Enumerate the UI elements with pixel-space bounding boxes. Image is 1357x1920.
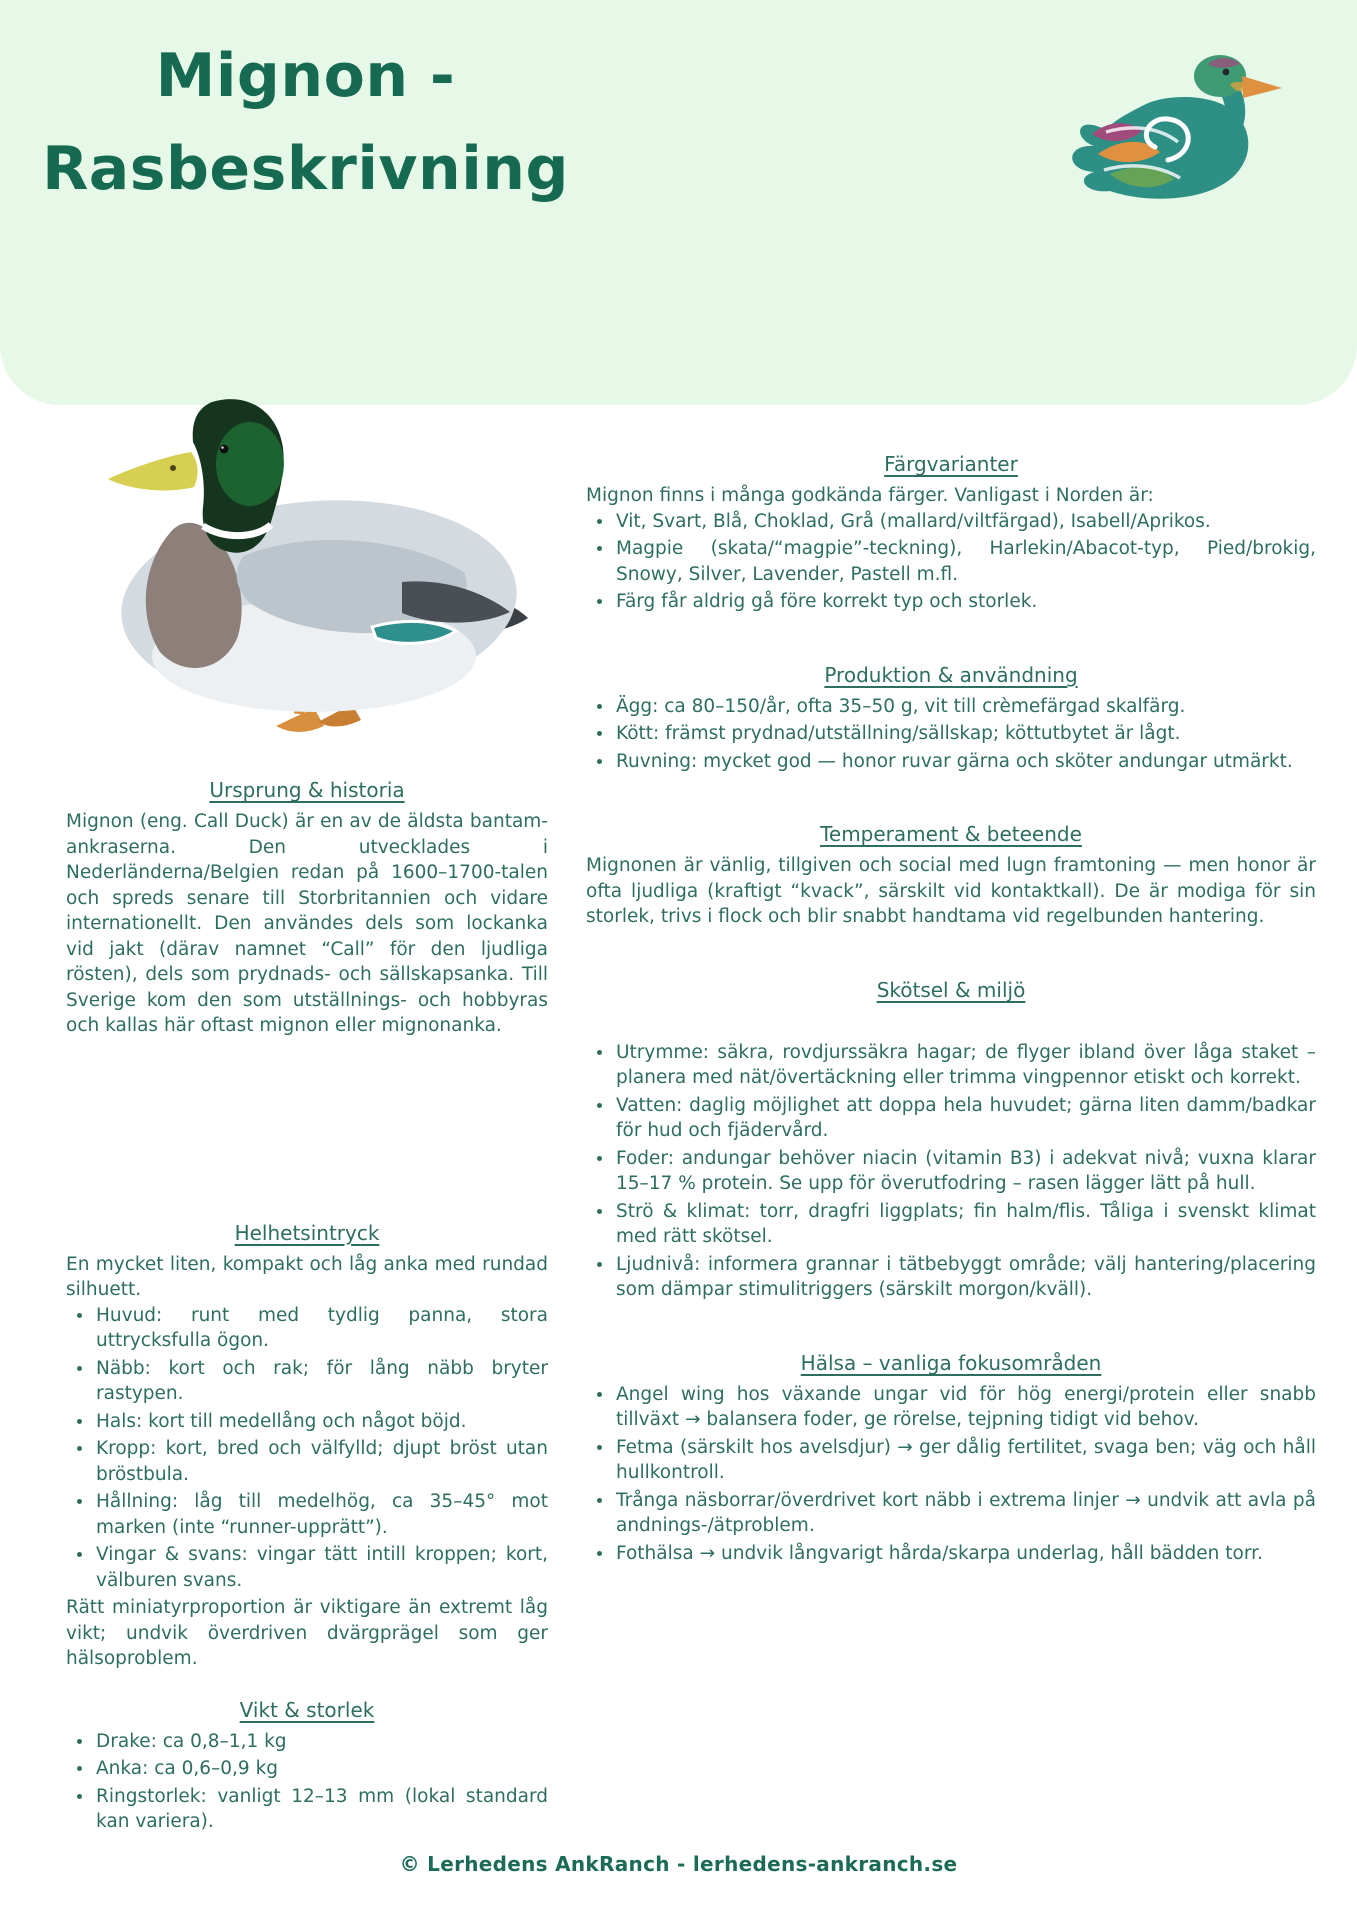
bullet-item: • Angel wing hos växande ungar vid för hög energi/protein eller snabb tillväxt → balansera foder, ge rörelse, tejpning tidigt vid behov. xyxy=(614,1382,1316,1433)
right-sections xyxy=(586,452,1316,1566)
section-bullet-list xyxy=(586,1382,1316,1567)
duck-photo xyxy=(72,356,540,752)
bullet-item: • Strö & klimat: torr, dragfri liggplats; fin halm/flis. Tåliga i svenskt klimat med rätt skötsel. xyxy=(614,1199,1316,1250)
footer xyxy=(0,1852,1357,1876)
bullet-item: • Anka: ca 0,6–0,9 kg xyxy=(94,1756,548,1782)
section-heading: Ursprung & historia xyxy=(209,778,405,802)
section-bullet-list xyxy=(586,694,1316,775)
bullet-item: • Fetma (särskilt hos avelsdjur) → ger dålig fertilitet, svaga ben; väg och håll hullkontroll. xyxy=(614,1435,1316,1486)
bullet-item: • Hals: kort till medellång och något böjd. xyxy=(94,1409,548,1435)
section-intro: Mignon (eng. Call Duck) är en av de äldsta bantam-ankraserna. Den utvecklades i Nederländerna/Belgien redan på 1600–1700-talen och spreds senare till Storbritannien och vidare internationellt. Den användes dels som lockanka vid jakt (därav namnet “Call” för den ljudliga rösten), dels som prydnads- och sällskapsanka. Till Sverige kom den som utställnings- och hobbyras och kallas här oftast mignon eller mignonanka. xyxy=(66,811,548,1037)
bullet-item: • Kropp: kort, bred och välfylld; djupt bröst utan bröstbula. xyxy=(94,1436,548,1487)
bullet-item: • Färg får aldrig gå före korrekt typ och storlek. xyxy=(614,589,1316,615)
section-heading: Helhetsintryck xyxy=(234,1220,380,1245)
bullet-item: • Vingar & svans: vingar tätt intill kroppen; kort, välburen svans. xyxy=(94,1542,548,1593)
section-heading: Skötsel & miljö xyxy=(876,977,1026,1002)
bullet-item: • Ägg: ca 80–150/år, ofta 35–50 g, vit till crèmefärgad skalfärg. xyxy=(614,694,1316,720)
section-heading: Temperament & beteende xyxy=(820,822,1082,847)
footer-text: © Lerhedens AnkRanch - lerhedens-ankranch.se xyxy=(399,1852,958,1876)
bullet-item: • Fothälsa → undvik långvarigt hårda/skarpa underlag, håll bädden torr. xyxy=(614,1541,1316,1567)
bullet-item: • Foder: andungar behöver niacin (vitamin B3) i adekvat nivå; vuxna klarar 15–17 % protein. Se upp för överutfodring – rasen lägger lätt på hull. xyxy=(614,1146,1316,1197)
bullet-item: • Drake: ca 0,8–1,1 kg xyxy=(94,1729,548,1755)
section-ursprung-historia xyxy=(66,778,548,1039)
section-helhetsintryck xyxy=(66,1221,548,1672)
section-skötsel-miljö xyxy=(586,978,1316,1303)
bullet-item: • Trånga näsborrar/överdrivet kort näbb i extrema linjer → undvik att avla på andnings-/ätproblem. xyxy=(614,1488,1316,1539)
bullet-item: • Hållning: låg till medelhög, ca 35–45° mot marken (inte “runner-upprätt”). xyxy=(94,1489,548,1540)
bullet-item: • Vatten: daglig möjlighet att doppa hela huvudet; gärna liten damm/badkar för hud och fjädervård. xyxy=(614,1093,1316,1144)
section-outro: Rätt miniatyrproportion är viktigare än extremt låg vikt; undvik överdriven dvärgprägel som ger hälsoproblem. xyxy=(66,1597,548,1670)
bullet-item: • Näbb: kort och rak; för lång näbb bryter rastypen. xyxy=(94,1356,548,1407)
bullet-item: • Utrymme: säkra, rovdjurssäkra hagar; de flyger ibland över låga staket – planera med nät/övertäckning eller trimma vingpennor etiskt och korrekt. xyxy=(614,1040,1316,1091)
page-title xyxy=(18,30,593,216)
section-intro: Mignon finns i många godkända färger. Vanligast i Norden är: xyxy=(586,485,1154,506)
duck-logo-icon xyxy=(1048,32,1300,200)
section-intro: En mycket liten, kompakt och låg anka med rundad silhuett. xyxy=(66,1253,548,1301)
section-vikt-storlek xyxy=(66,1698,548,1835)
title-line-1: Mignon - xyxy=(155,41,456,111)
section-hälsa-vanliga-fokusområden xyxy=(586,1351,1316,1567)
section-heading: Färgvarianter xyxy=(884,452,1018,476)
section-bullet-list xyxy=(66,1303,548,1594)
section-temperament-beteende xyxy=(586,822,1316,930)
section-produktion-användning xyxy=(586,663,1316,775)
section-bullet-list xyxy=(586,509,1316,615)
section-bullet-list xyxy=(66,1729,548,1835)
section-bullet-list xyxy=(586,1040,1316,1303)
section-heading: Produktion & användning xyxy=(824,662,1078,687)
bullet-item: • Ljudnivå: informera grannar i tätbebyggt område; välj hantering/placering som dämpar stimulitriggers (särskilt morgon/kväll). xyxy=(614,1252,1316,1303)
bullet-item: • Ringstorlek: vanligt 12–13 mm (lokal standard kan variera). xyxy=(94,1784,548,1835)
left-column xyxy=(66,352,548,1861)
bullet-item: • Vit, Svart, Blå, Choklad, Grå (mallard/viltfärgad), Isabell/Aprikos. xyxy=(614,509,1316,535)
section-heading: Hälsa – vanliga fokusområden xyxy=(800,1350,1102,1375)
bullet-item: • Kött: främst prydnad/utställning/sällskap; köttutbytet är lågt. xyxy=(614,721,1316,747)
bullet-item: • Magpie (skata/“magpie”-teckning), Harlekin/Abacot-typ, Pied/brokig, Snowy, Silver, Lavender, Pastell m.fl. xyxy=(614,536,1316,587)
section-heading: Vikt & storlek xyxy=(239,1697,375,1722)
title-line-2: Rasbeskrivning xyxy=(42,134,569,204)
left-sections xyxy=(66,778,548,1835)
section-intro: Mignonen är vänlig, tillgiven och social med lugn framtoning — men honor är ofta ljudliga (kraftigt “kvack”, särskilt vid kontaktkall). De är modiga för sin storlek, trivs i flock och blir snabbt handtama vid regelbunden hantering. xyxy=(586,855,1316,928)
right-column xyxy=(586,452,1316,1614)
section-färgvarianter xyxy=(586,452,1316,615)
bullet-item: • Huvud: runt med tydlig panna, stora uttrycksfulla ögon. xyxy=(94,1303,548,1354)
bullet-item: • Ruvning: mycket god — honor ruvar gärna och sköter andungar utmärkt. xyxy=(614,749,1316,775)
